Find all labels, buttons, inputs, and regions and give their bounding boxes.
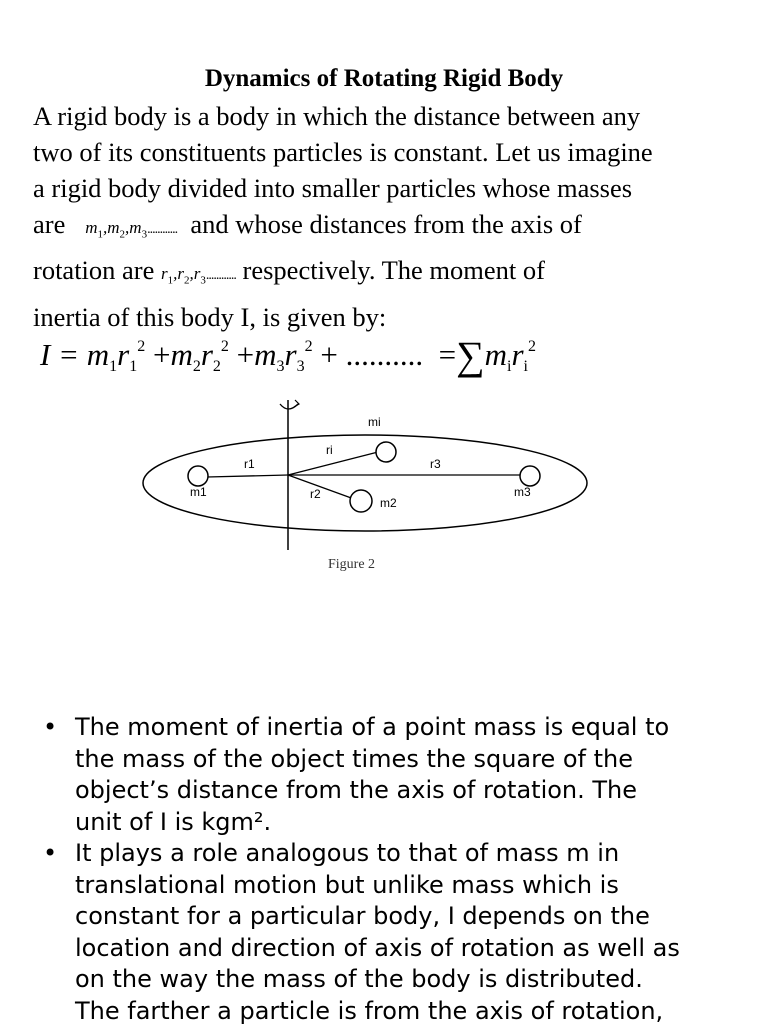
rigid-body-figure (130, 388, 600, 588)
intro-line: two of its constituents particles is constant. Let us imagine (33, 137, 653, 167)
mass-list: $m_1,m_2,m_3$ (85, 218, 148, 241)
sigma-symbol: ∑ (456, 333, 485, 378)
label-ri: ri (326, 443, 333, 457)
intro-line: inertia of this body I, is given by: (33, 301, 387, 332)
intro-line: are $m_1,m_2,m_3$............ and whose distances from the axis of (33, 209, 582, 241)
label-m1: m1 (190, 485, 207, 499)
intro-paragraph (33, 98, 738, 335)
mass-m3 (520, 466, 540, 486)
mass-mi (376, 442, 396, 462)
rigid-body-ellipse (143, 435, 587, 531)
moment-of-inertia-equation: $I = m_1r_1^2 +m_2r_2^2 +m_3r_3^2$ + .......... $=\sum m_ir_i^2$ (40, 333, 536, 378)
bullet-item: • The moment of inertia of a point mass is equal to the mass of the object times the square of the object’s distance from the axis of rotation. The unit of I is kgm². (43, 713, 670, 836)
intro-line: rotation are $r_1,r_2,r_3$............ respectively. The moment of (33, 255, 545, 287)
r2-line (288, 475, 354, 499)
bullet-item: • It plays a role analogous to that of mass m in translational motion but unlike mass which is constant for a particular body, I depends on the location and direction of axis of rotation as well as on the way the mass of the body is distributed. The farther a particle is from the axis of rotation, (43, 839, 680, 1025)
label-m2: m2 (380, 496, 397, 510)
label-r2: r2 (310, 487, 321, 501)
bullet-dot-icon: • (43, 713, 58, 741)
label-m3: m3 (514, 485, 531, 499)
figure-caption: Figure 2 (328, 557, 376, 572)
label-r1: r1 (244, 457, 255, 471)
r1-line (207, 475, 288, 477)
page-title: Dynamics of Rotating Rigid Body (204, 65, 564, 92)
intro-line: a rigid body divided into smaller particles whose masses (33, 173, 633, 203)
mass-m1 (188, 466, 208, 486)
label-r3: r3 (430, 457, 441, 471)
bullet-dot-icon: • (43, 839, 58, 867)
distance-list: $r_1,r_2,r_3$ (161, 264, 206, 287)
mass-m2 (350, 490, 372, 512)
ri-line (288, 452, 378, 475)
intro-line: A rigid body is a body in which the distance between any (33, 101, 641, 131)
bullet-list (40, 712, 740, 1027)
label-mi: mi (368, 415, 381, 429)
